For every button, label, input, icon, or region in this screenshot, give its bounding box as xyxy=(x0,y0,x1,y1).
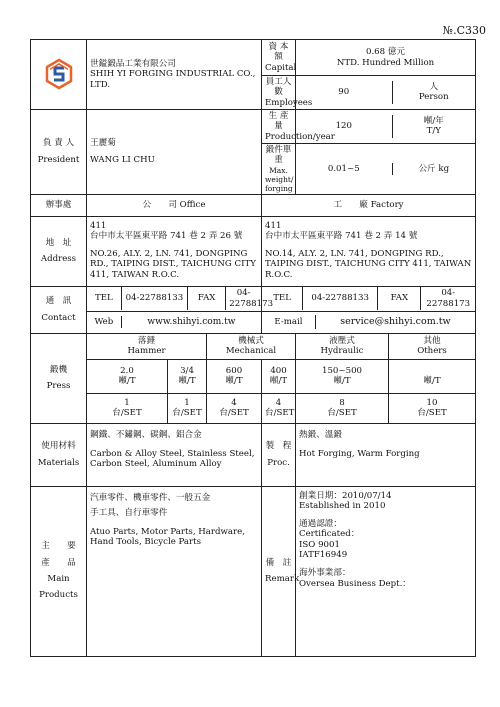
document-number: №.C330 xyxy=(442,24,486,37)
materials-label: 使用材料 Materials xyxy=(31,423,87,486)
email-link[interactable]: service@shihyi.com.tw xyxy=(340,316,451,328)
capital-value: 0.68 億元 NTD. Hundred Million xyxy=(296,40,476,76)
remark-value: 創業日期：2010/07/14 Established in 2010 通過認證： Certificated： ISO 9001 IATF16949 海外事業部： Oversea Business Dept.： xyxy=(296,486,476,656)
contact-label: 通 訊 Contact xyxy=(31,286,87,333)
employees-label: 員工人數 Employees xyxy=(262,76,296,110)
office-address: 411 台中市太平區東平路 741 巷 2 弄 26 號 NO.26, ALY. 2, LN. 741, DONGPING RD., TAIPING DIST., TAICHUNG CITY 411, TAIWAN R.O.C. xyxy=(87,216,262,286)
office-header: 公 司 Office xyxy=(87,194,262,216)
press-mechanical-header: 機械式 Mechanical xyxy=(207,333,296,359)
press-label: 鍛機 Press xyxy=(31,333,87,423)
press-hammer-header: 落錘 Hammer xyxy=(87,333,207,359)
press-cap-1: 2.0 噸/T xyxy=(87,359,168,393)
factory-phone: TEL 04-22788133 FAX 04-22788173 xyxy=(262,286,476,311)
press-cap-5: 150~500 噸/T xyxy=(296,359,389,393)
press-count-4: 4 台/SET xyxy=(262,393,296,423)
process-value: 熱鍛、溫鍛 Hot Forging, Warm Forging xyxy=(296,423,476,486)
address-label: 地 址 Address xyxy=(31,216,87,286)
company-name-en: SHIH YI FORGING INDUSTRIAL CO., LTD. xyxy=(90,69,256,90)
president-name: 王麗菊 WANG LI CHU xyxy=(87,109,262,194)
office-phone: TEL 04-22788133 FAX 04-22788173 xyxy=(87,286,262,311)
weight-value: 0.01~5 公斤 kg xyxy=(296,143,476,194)
press-count-2: 1 台/SET xyxy=(168,393,207,423)
press-hydraulic-header: 液壓式 Hydraulic xyxy=(296,333,389,359)
press-count-6: 10 台/SET xyxy=(389,393,476,423)
logo-cell xyxy=(31,40,87,110)
press-cap-2: 3/4 噸/T xyxy=(168,359,207,393)
president-label: 負 責 人 President xyxy=(31,109,87,194)
capital-label: 資 本 額 Capital xyxy=(262,40,296,76)
press-others-header: 其他 Others xyxy=(389,333,476,359)
company-name-zh: 世鎰鍛品工業有限公司 xyxy=(90,59,176,69)
factory-header: 工 廠 Factory xyxy=(262,194,476,216)
company-profile-table xyxy=(30,39,476,657)
email-cell: E-mail service@shihyi.com.tw xyxy=(262,311,476,333)
press-cap-4: 400 噸/T xyxy=(262,359,296,393)
company-logo-icon xyxy=(46,59,72,89)
website-cell: Web www.shihyi.com.tw xyxy=(87,311,262,333)
press-count-1: 1 台/SET xyxy=(87,393,168,423)
company-name-cell xyxy=(87,40,262,110)
factory-address: 411 台中市太平區東平路 741 巷 2 弄 14 號 NO.14, ALY. 2, LN. 741, DONGPING RD., TAIPING DIST., TAICHUNG CITY 411, TAIWAN R.O.C. xyxy=(262,216,476,286)
materials-value: 鋼鐵、不鏽鋼、碳鋼、鋁合金 Carbon & Alloy Steel, Stainless Steel, Carbon Steel, Aluminum Alloy xyxy=(87,423,262,486)
production-value: 120 噸/年 T/Y xyxy=(296,109,476,143)
employees-value: 90 人 Person xyxy=(296,76,476,110)
remark-label: 備 註 Remark xyxy=(262,486,296,656)
weight-label: 鍛件單重 Max. weight/ forging xyxy=(262,143,296,194)
press-cap-3: 600 噸/T xyxy=(207,359,262,393)
process-label: 製 程 Proc. xyxy=(262,423,296,486)
office-row-label: 辦事處 xyxy=(31,194,87,216)
products-value: 汽車零件、機車零件、一般五金 手工具、自行車零件 Atuo Parts, Motor Parts, Hardware, Hand Tools, Bicycle Parts xyxy=(87,486,262,656)
website-link[interactable]: www.shihyi.com.tw xyxy=(147,316,236,327)
production-label: 生 產 量 Production/year xyxy=(262,109,296,143)
press-cap-6: 噸/T xyxy=(389,359,476,393)
press-count-3: 4 台/SET xyxy=(207,393,262,423)
press-count-5: 8 台/SET xyxy=(296,393,389,423)
products-label: 主 要 產 品 Main Products xyxy=(31,486,87,656)
